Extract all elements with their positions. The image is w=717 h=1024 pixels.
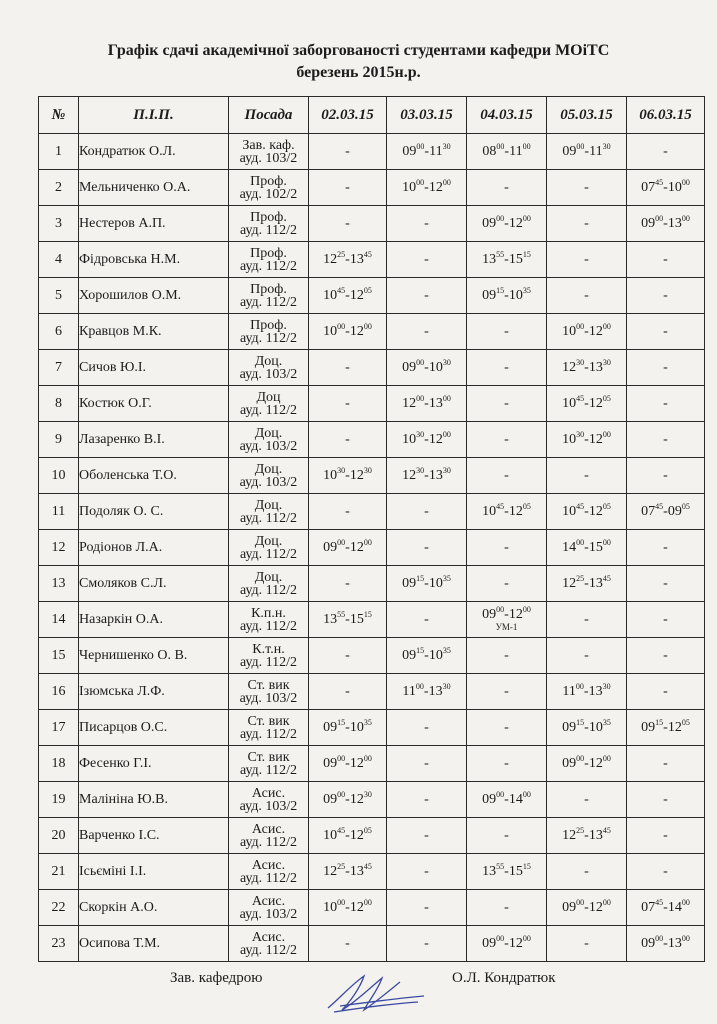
- header-position: Посада: [229, 97, 309, 134]
- schedule-cell-day-4: -: [547, 170, 627, 206]
- schedule-cell-day-5: -: [627, 638, 705, 674]
- schedule-cell-day-5: -: [627, 674, 705, 710]
- schedule-cell-day-2: -: [387, 278, 467, 314]
- schedule-cell-day-3: -: [467, 566, 547, 602]
- position-room: ауд. 112/2: [239, 870, 298, 886]
- schedule-cell-day-2: $09^{15}-10^{35}$: [387, 638, 467, 674]
- schedule-cell-day-2: $09^{00}-10^{30}$: [387, 350, 467, 386]
- schedule-cell-day-2: -: [387, 314, 467, 350]
- header-date-3: 04.03.15: [467, 97, 547, 134]
- schedule-cell-day-5: -: [627, 818, 705, 854]
- table-row: [39, 386, 705, 422]
- position-room: ауд. 112/2: [239, 618, 298, 634]
- position-title: Доц.: [254, 425, 283, 441]
- schedule-cell-day-3: $09^{15}-10^{35}$: [467, 278, 547, 314]
- position-room: ауд. 103/2: [239, 798, 298, 814]
- schedule-cell-day-2: -: [387, 710, 467, 746]
- table-row: [39, 710, 705, 746]
- row-number: 2: [39, 170, 79, 206]
- schedule-cell-day-1: $12^{25}-13^{45}$: [309, 854, 387, 890]
- staff-name: Фесенко Г.І.: [79, 746, 229, 782]
- position-room: ауд. 103/2: [239, 474, 298, 490]
- schedule-cell-day-1: -: [309, 494, 387, 530]
- schedule-cell-day-1: $10^{00}-12^{00}$: [309, 890, 387, 926]
- title-line-1: Графік сдачі академічної заборгованості студентами кафедри МОіТС: [107, 42, 610, 59]
- staff-position: [229, 782, 309, 818]
- position-title: Доц.: [254, 533, 283, 549]
- schedule-cell-day-2: -: [387, 602, 467, 638]
- row-number: 3: [39, 206, 79, 242]
- position-title: Доц: [256, 389, 281, 405]
- schedule-cell-day-3: -: [467, 386, 547, 422]
- position-room: ауд. 112/2: [239, 582, 298, 598]
- schedule-cell-day-5: -: [627, 278, 705, 314]
- staff-name: Чернишенко О. В.: [79, 638, 229, 674]
- footer-head-label: Зав. кафедрою: [170, 970, 263, 986]
- position-title: Доц.: [254, 353, 283, 369]
- row-number: 14: [39, 602, 79, 638]
- table-row: [39, 314, 705, 350]
- row-number: 7: [39, 350, 79, 386]
- position-room: ауд. 112/2: [239, 402, 298, 418]
- position-room: ауд. 112/2: [239, 654, 298, 670]
- staff-name: Оболенська Т.О.: [79, 458, 229, 494]
- schedule-cell-day-2: -: [387, 242, 467, 278]
- staff-name: Лазаренко В.І.: [79, 422, 229, 458]
- schedule-cell-day-2: $11^{00}-13^{30}$: [387, 674, 467, 710]
- table-row: [39, 530, 705, 566]
- schedule-cell-day-3: -: [467, 350, 547, 386]
- header-date-4: 05.03.15: [547, 97, 627, 134]
- schedule-cell-day-2: $10^{30}-12^{00}$: [387, 422, 467, 458]
- schedule-cell-day-4: -: [547, 242, 627, 278]
- schedule-cell-day-1: $10^{00}-12^{00}$: [309, 314, 387, 350]
- schedule-cell-day-4: -: [547, 926, 627, 962]
- position-title: Доц.: [254, 569, 283, 585]
- schedule-cell-day-5: -: [627, 530, 705, 566]
- position-title: Проф.: [250, 173, 287, 189]
- document-title: [0, 40, 717, 84]
- schedule-cell-day-4: -: [547, 782, 627, 818]
- row-number: 10: [39, 458, 79, 494]
- schedule-cell-day-3: -: [467, 638, 547, 674]
- staff-position: [229, 422, 309, 458]
- staff-position: [229, 638, 309, 674]
- schedule-cell-day-1: $10^{30}-12^{30}$: [309, 458, 387, 494]
- schedule-cell-day-1: -: [309, 170, 387, 206]
- staff-position: [229, 278, 309, 314]
- schedule-cell-day-4: $10^{00}-12^{00}$: [547, 314, 627, 350]
- table-row: [39, 242, 705, 278]
- staff-name: Малініна Ю.В.: [79, 782, 229, 818]
- position-room: ауд. 112/2: [239, 546, 298, 562]
- staff-position: [229, 386, 309, 422]
- schedule-cell-day-2: -: [387, 818, 467, 854]
- schedule-cell-day-3: -: [467, 746, 547, 782]
- staff-name: Нестеров А.П.: [79, 206, 229, 242]
- table-row: [39, 782, 705, 818]
- schedule-cell-day-5: -: [627, 854, 705, 890]
- row-number: 4: [39, 242, 79, 278]
- table-row: [39, 818, 705, 854]
- position-title: К.п.н.: [251, 605, 286, 621]
- schedule-cell-day-3: -: [467, 458, 547, 494]
- position-room: ауд. 112/2: [239, 222, 298, 238]
- schedule-cell-day-5: $07^{45}-09^{05}$: [627, 494, 705, 530]
- row-number: 11: [39, 494, 79, 530]
- schedule-cell-day-2: -: [387, 746, 467, 782]
- schedule-cell-day-1: $09^{15}-10^{35}$: [309, 710, 387, 746]
- position-room: ауд. 112/2: [239, 330, 298, 346]
- footer-head-name: О.Л. Кондратюк: [452, 970, 556, 986]
- schedule-cell-day-4: $10^{45}-12^{05}$: [547, 494, 627, 530]
- signature-icon: [320, 968, 430, 1016]
- position-title: Асис.: [251, 821, 286, 837]
- staff-position: [229, 602, 309, 638]
- schedule-cell-day-1: $10^{45}-12^{05}$: [309, 278, 387, 314]
- row-number: 6: [39, 314, 79, 350]
- row-number: 17: [39, 710, 79, 746]
- table-row: [39, 638, 705, 674]
- schedule-cell-day-3: -: [467, 818, 547, 854]
- header-number: №: [39, 97, 79, 134]
- table-row: [39, 278, 705, 314]
- schedule-cell-day-5: -: [627, 134, 705, 170]
- row-number: 16: [39, 674, 79, 710]
- row-number: 21: [39, 854, 79, 890]
- schedule-cell-day-5: -: [627, 782, 705, 818]
- schedule-cell-day-5: $09^{00}-13^{00}$: [627, 926, 705, 962]
- schedule-cell-day-5: -: [627, 242, 705, 278]
- schedule-cell-day-2: $12^{30}-13^{30}$: [387, 458, 467, 494]
- position-room: ауд. 103/2: [239, 690, 298, 706]
- row-number: 23: [39, 926, 79, 962]
- staff-name: Родіонов Л.А.: [79, 530, 229, 566]
- schedule-cell-day-3: -: [467, 530, 547, 566]
- position-room: ауд. 102/2: [239, 186, 298, 202]
- position-title: Ст. вик: [247, 749, 290, 765]
- schedule-cell-day-1: -: [309, 206, 387, 242]
- schedule-cell-day-4: $11^{00}-13^{30}$: [547, 674, 627, 710]
- staff-name: Кравцов М.К.: [79, 314, 229, 350]
- position-title: Проф.: [250, 245, 287, 261]
- table-row: [39, 170, 705, 206]
- staff-name: Скоркін А.О.: [79, 890, 229, 926]
- position-room: ауд. 112/2: [239, 258, 298, 274]
- schedule-cell-day-2: -: [387, 206, 467, 242]
- staff-name: Писарцов О.С.: [79, 710, 229, 746]
- schedule-cell-day-3: $09^{00}-12^{00}$: [467, 926, 547, 962]
- row-number: 8: [39, 386, 79, 422]
- position-room: ауд. 112/2: [239, 942, 298, 958]
- schedule-cell-day-5: $07^{45}-14^{00}$: [627, 890, 705, 926]
- staff-position: [229, 458, 309, 494]
- position-title: Асис.: [251, 785, 286, 801]
- schedule-cell-day-3: $08^{00}-11^{00}$: [467, 134, 547, 170]
- schedule-cell-day-3: $09^{00}-12^{00}$: [467, 206, 547, 242]
- position-room: ауд. 112/2: [239, 726, 298, 742]
- schedule-cell-day-3: $13^{55}-15^{15}$: [467, 242, 547, 278]
- cell-note: УМ-1: [495, 622, 518, 632]
- schedule-cell-day-4: -: [547, 206, 627, 242]
- schedule-cell-day-4: $09^{00}-12^{00}$: [547, 746, 627, 782]
- schedule-cell-day-4: -: [547, 602, 627, 638]
- position-title: Доц.: [254, 497, 283, 513]
- position-room: ауд. 103/2: [239, 150, 298, 166]
- staff-position: [229, 890, 309, 926]
- table-row: [39, 422, 705, 458]
- schedule-cell-day-5: -: [627, 566, 705, 602]
- position-title: Асис.: [251, 857, 286, 873]
- row-number: 13: [39, 566, 79, 602]
- table-row: [39, 926, 705, 962]
- schedule-cell-day-5: -: [627, 746, 705, 782]
- title-line-2: березень 2015н.р.: [296, 64, 421, 81]
- schedule-cell-day-3: -: [467, 170, 547, 206]
- row-number: 5: [39, 278, 79, 314]
- schedule-cell-day-3: $09^{00}-14^{00}$: [467, 782, 547, 818]
- schedule-cell-day-5: -: [627, 350, 705, 386]
- position-room: ауд. 103/2: [239, 438, 298, 454]
- table-row: [39, 458, 705, 494]
- schedule-cell-day-1: -: [309, 926, 387, 962]
- position-room: ауд. 112/2: [239, 834, 298, 850]
- schedule-cell-day-5: $09^{15}-12^{05}$: [627, 710, 705, 746]
- schedule-cell-day-5: -: [627, 602, 705, 638]
- staff-name: Ізюмська Л.Ф.: [79, 674, 229, 710]
- position-title: Проф.: [250, 209, 287, 225]
- position-room: ауд. 112/2: [239, 510, 298, 526]
- row-number: 12: [39, 530, 79, 566]
- staff-name: Подоляк О. С.: [79, 494, 229, 530]
- schedule-cell-day-2: $09^{15}-10^{35}$: [387, 566, 467, 602]
- schedule-cell-day-5: -: [627, 386, 705, 422]
- position-title: Зав. каф.: [242, 137, 295, 153]
- staff-name: Хорошилов О.М.: [79, 278, 229, 314]
- position-title: Проф.: [250, 317, 287, 333]
- staff-name: Назаркін О.А.: [79, 602, 229, 638]
- staff-name: Кондратюк О.Л.: [79, 134, 229, 170]
- schedule-cell-day-4: $09^{00}-11^{30}$: [547, 134, 627, 170]
- staff-name: Варченко І.С.: [79, 818, 229, 854]
- schedule-cell-day-5: $07^{45}-10^{00}$: [627, 170, 705, 206]
- schedule-cell-day-4: $09^{15}-10^{35}$: [547, 710, 627, 746]
- table-row: [39, 746, 705, 782]
- schedule-cell-day-1: -: [309, 386, 387, 422]
- staff-name: Мельниченко О.А.: [79, 170, 229, 206]
- schedule-cell-day-1: $09^{00}-12^{00}$: [309, 746, 387, 782]
- schedule-cell-day-2: -: [387, 890, 467, 926]
- position-title: Асис.: [251, 929, 286, 945]
- schedule-cell-day-4: $12^{25}-13^{45}$: [547, 818, 627, 854]
- schedule-cell-day-1: -: [309, 638, 387, 674]
- row-number: 19: [39, 782, 79, 818]
- table-row: [39, 350, 705, 386]
- schedule-cell-day-3: -: [467, 422, 547, 458]
- schedule-cell-day-1: -: [309, 350, 387, 386]
- staff-name: Смоляков С.Л.: [79, 566, 229, 602]
- schedule-cell-day-3: -: [467, 710, 547, 746]
- schedule-cell-day-1: $09^{00}-12^{30}$: [309, 782, 387, 818]
- schedule-cell-day-1: -: [309, 674, 387, 710]
- position-room: ауд. 112/2: [239, 762, 298, 778]
- schedule-cell-day-4: $12^{25}-13^{45}$: [547, 566, 627, 602]
- header-date-5: 06.03.15: [627, 97, 705, 134]
- position-room: ауд. 103/2: [239, 906, 298, 922]
- header-name: П.І.П.: [79, 97, 229, 134]
- table-row: [39, 494, 705, 530]
- header-date-2: 03.03.15: [387, 97, 467, 134]
- position-title: Ст. вик: [247, 713, 290, 729]
- schedule-cell-day-4: -: [547, 278, 627, 314]
- table-row: [39, 890, 705, 926]
- table-row: [39, 674, 705, 710]
- schedule-cell-day-2: -: [387, 494, 467, 530]
- schedule-cell-day-4: -: [547, 638, 627, 674]
- schedule-cell-day-4: $10^{30}-12^{00}$: [547, 422, 627, 458]
- staff-position: [229, 134, 309, 170]
- schedule-cell-day-5: -: [627, 458, 705, 494]
- row-number: 18: [39, 746, 79, 782]
- schedule-cell-day-4: -: [547, 458, 627, 494]
- row-number: 20: [39, 818, 79, 854]
- position-room: ауд. 112/2: [239, 294, 298, 310]
- table-row: [39, 206, 705, 242]
- staff-position: [229, 350, 309, 386]
- schedule-cell-day-1: $09^{00}-12^{00}$: [309, 530, 387, 566]
- schedule-cell-day-5: $09^{00}-13^{00}$: [627, 206, 705, 242]
- schedule-cell-day-2: -: [387, 530, 467, 566]
- schedule-cell-day-5: -: [627, 314, 705, 350]
- table-header-row: [39, 97, 705, 134]
- staff-position: [229, 206, 309, 242]
- staff-position: [229, 494, 309, 530]
- row-number: 22: [39, 890, 79, 926]
- schedule-table: [38, 96, 705, 962]
- schedule-cell-day-1: $13^{55}-15^{15}$: [309, 602, 387, 638]
- schedule-cell-day-2: $12^{00}-13^{00}$: [387, 386, 467, 422]
- position-title: Ст. вик: [247, 677, 290, 693]
- schedule-cell-day-3: -: [467, 674, 547, 710]
- staff-position: [229, 242, 309, 278]
- staff-position: [229, 566, 309, 602]
- row-number: 15: [39, 638, 79, 674]
- staff-name: Фідровська Н.М.: [79, 242, 229, 278]
- staff-position: [229, 746, 309, 782]
- staff-name: Осипова Т.М.: [79, 926, 229, 962]
- staff-position: [229, 170, 309, 206]
- schedule-cell-day-2: -: [387, 926, 467, 962]
- position-title: Проф.: [250, 281, 287, 297]
- position-room: ауд. 103/2: [239, 366, 298, 382]
- schedule-cell-day-4: $12^{30}-13^{30}$: [547, 350, 627, 386]
- schedule-cell-day-1: -: [309, 134, 387, 170]
- schedule-cell-day-2: -: [387, 782, 467, 818]
- schedule-cell-day-1: -: [309, 566, 387, 602]
- schedule-cell-day-1: $12^{25}-13^{45}$: [309, 242, 387, 278]
- staff-position: [229, 530, 309, 566]
- schedule-cell-day-5: -: [627, 422, 705, 458]
- staff-position: [229, 854, 309, 890]
- schedule-cell-day-2: $09^{00}-11^{30}$: [387, 134, 467, 170]
- table-row: [39, 854, 705, 890]
- schedule-cell-day-3: -: [467, 890, 547, 926]
- staff-name: Костюк О.Г.: [79, 386, 229, 422]
- schedule-cell-day-3: $13^{55}-15^{15}$: [467, 854, 547, 890]
- schedule-cell-day-3: -: [467, 314, 547, 350]
- staff-position: [229, 710, 309, 746]
- table-row: [39, 134, 705, 170]
- schedule-cell-day-4: $09^{00}-12^{00}$: [547, 890, 627, 926]
- schedule-cell-day-3: $09^{00}-12^{00}$ УМ-1: [467, 602, 547, 638]
- position-title: Асис.: [251, 893, 286, 909]
- row-number: 9: [39, 422, 79, 458]
- staff-position: [229, 674, 309, 710]
- table-row: [39, 566, 705, 602]
- staff-name: Сичов Ю.І.: [79, 350, 229, 386]
- schedule-cell-day-4: $10^{45}-12^{05}$: [547, 386, 627, 422]
- row-number: 1: [39, 134, 79, 170]
- table-row: [39, 602, 705, 638]
- position-title: Доц.: [254, 461, 283, 477]
- staff-position: [229, 926, 309, 962]
- schedule-cell-day-1: -: [309, 422, 387, 458]
- schedule-cell-day-4: -: [547, 854, 627, 890]
- staff-name: Ісьєміні І.І.: [79, 854, 229, 890]
- staff-position: [229, 818, 309, 854]
- staff-position: [229, 314, 309, 350]
- schedule-cell-day-4: $14^{00}-15^{00}$: [547, 530, 627, 566]
- header-date-1: 02.03.15: [309, 97, 387, 134]
- schedule-cell-day-2: -: [387, 854, 467, 890]
- schedule-cell-day-1: $10^{45}-12^{05}$: [309, 818, 387, 854]
- position-title: К.т.н.: [252, 641, 285, 657]
- schedule-cell-day-3: $10^{45}-12^{05}$: [467, 494, 547, 530]
- schedule-cell-day-2: $10^{00}-12^{00}$: [387, 170, 467, 206]
